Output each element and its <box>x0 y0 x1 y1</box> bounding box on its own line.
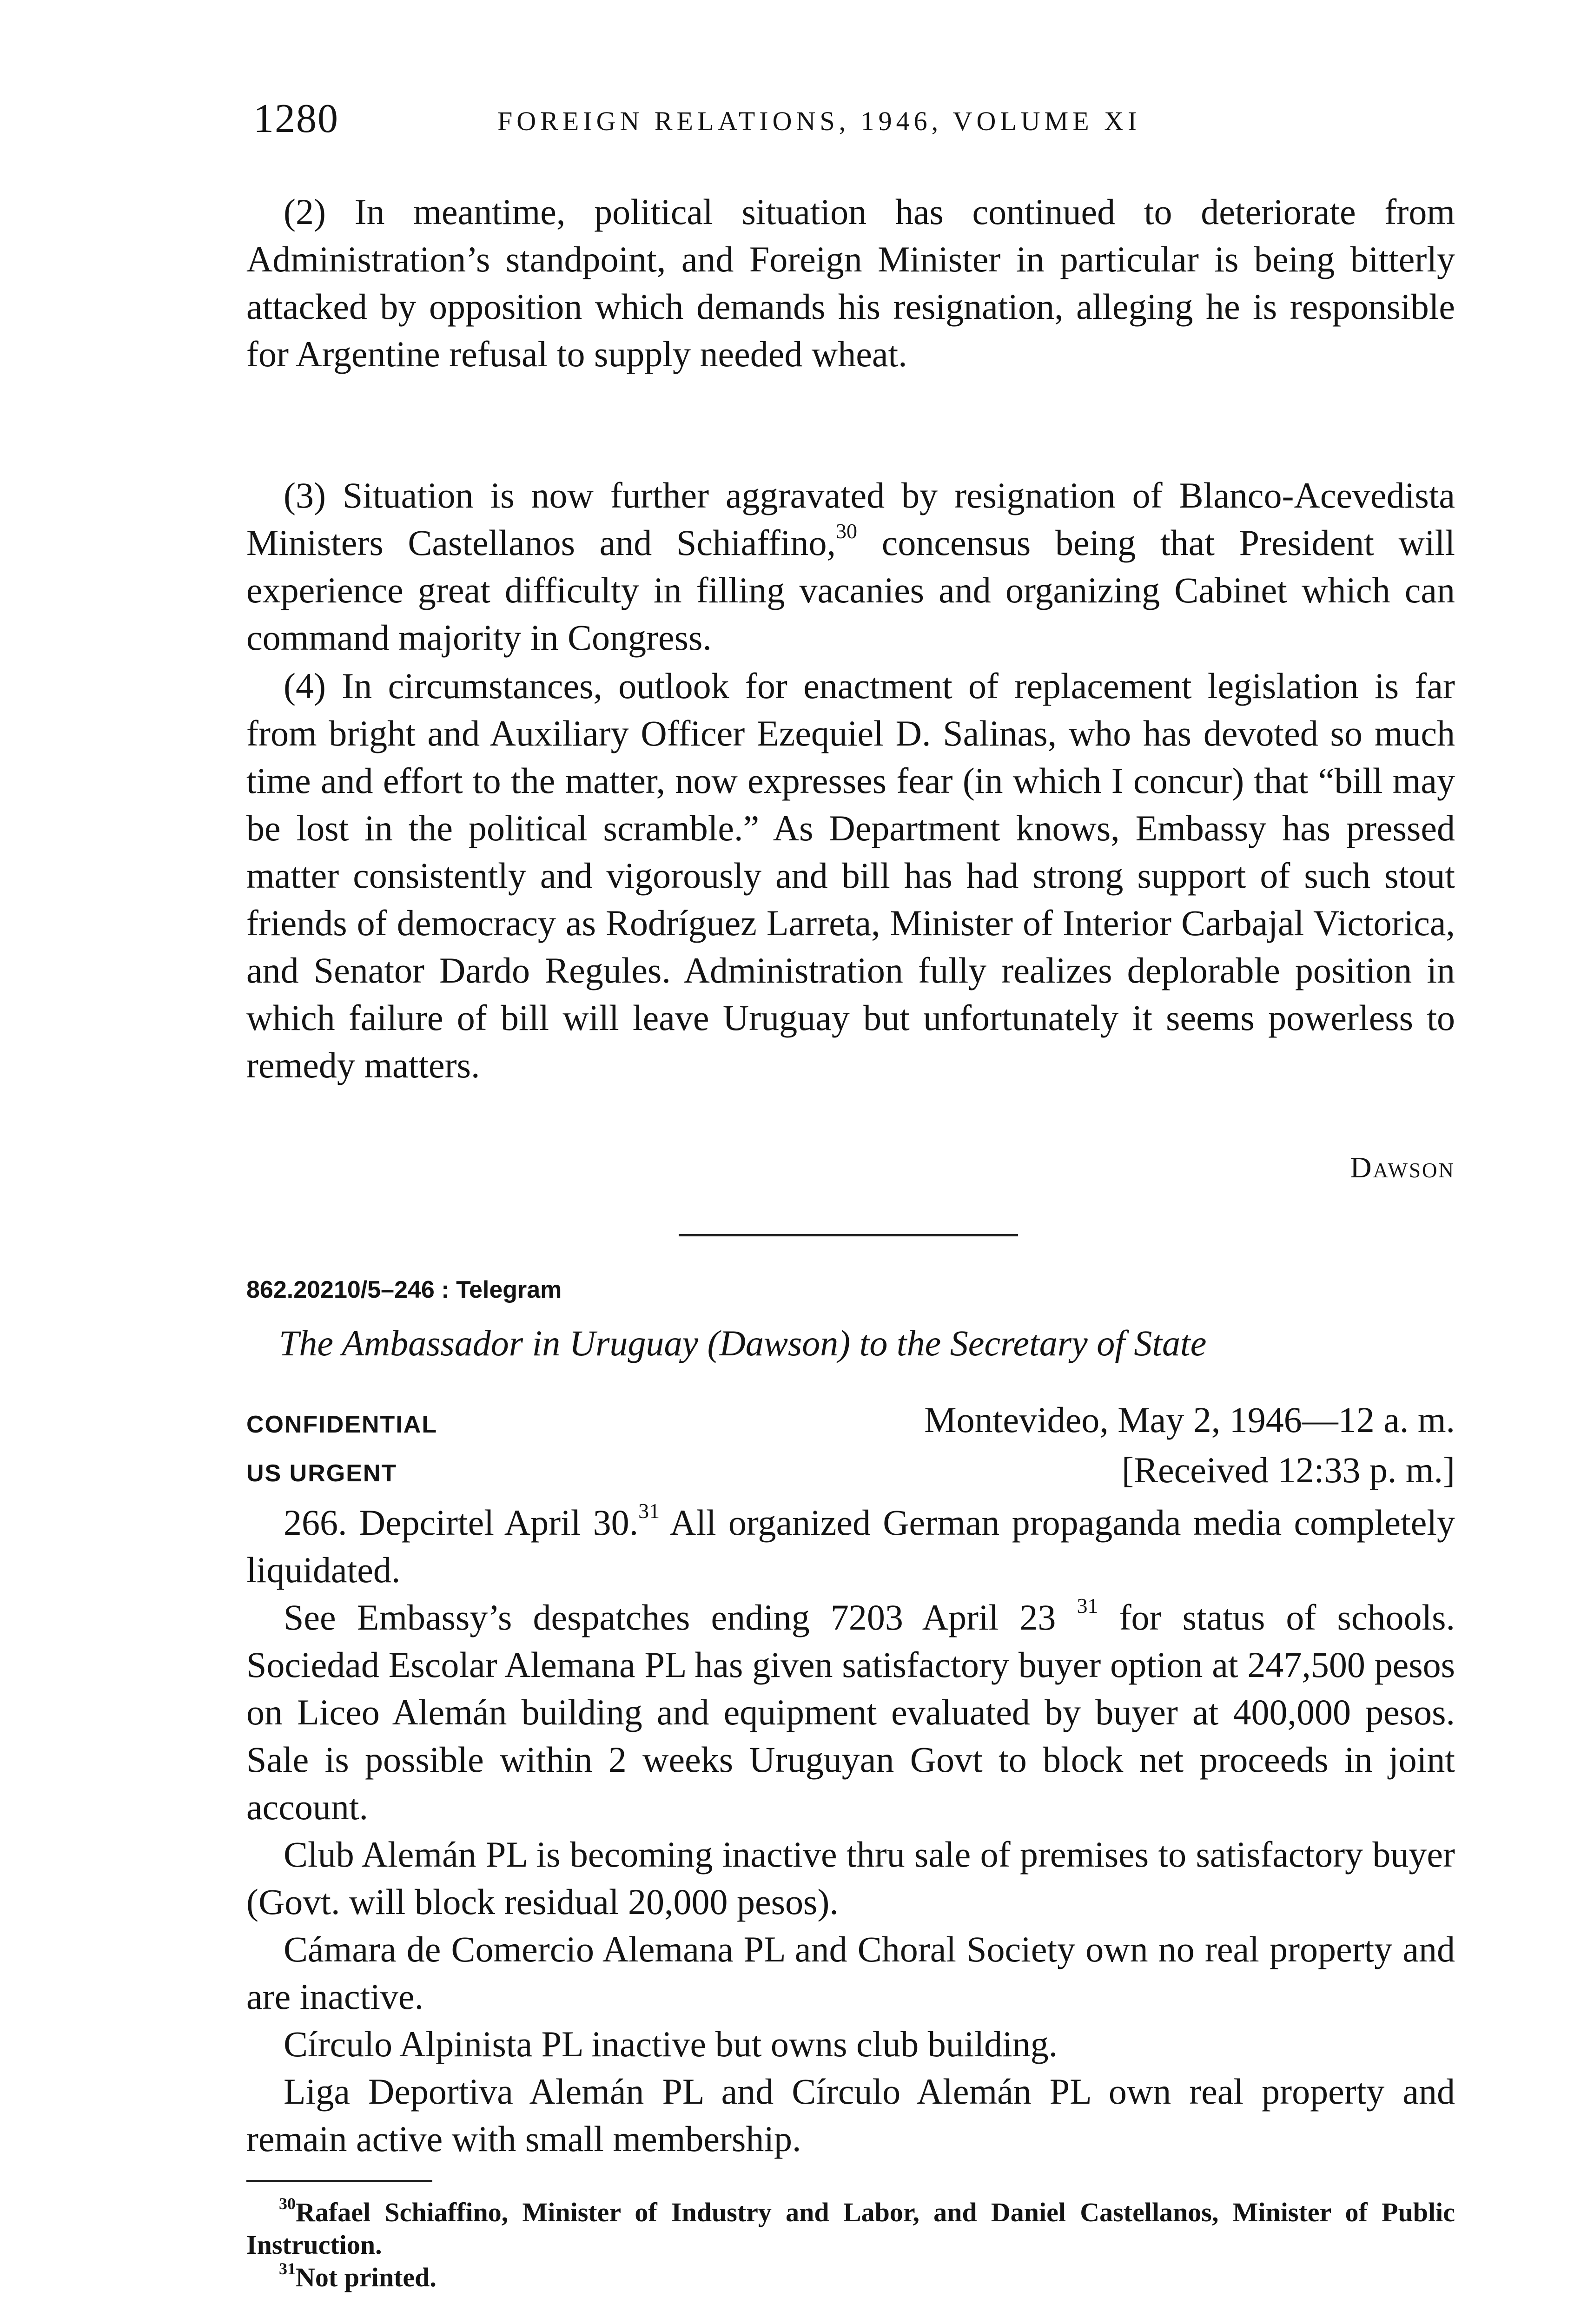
paragraph-2: (2) In meantime, political situation has continued to deteriorate from Administration’s standpoint, and Foreign Minister in particular is being bitterly attacked by opposition which demands his resignation, alleging he is responsible for Argentine refusal to supply needed wheat. <box>246 191 1455 374</box>
telegram-paragraph-1-text-a: 266. Depcirtel April 30. <box>284 1502 639 1543</box>
page-number: 1280 <box>253 96 339 141</box>
footnote-30 <box>246 2196 1455 2261</box>
telegram-paragraph-2-text-a: See Embassy’s despatches ending 7203 April 23 <box>284 1597 1077 1637</box>
page-header <box>253 95 1462 146</box>
footnote-30-text: Rafael Schiaffino, Minister of Industry and Labor, and Daniel Castellanos, Minister of Public Instruction. <box>246 2197 1455 2260</box>
paragraph-3 <box>246 472 1455 661</box>
footnote-ref-31-a: 31 <box>638 1499 660 1523</box>
document-title: The Ambassador in Uruguay (Dawson) to the Secretary of State <box>279 1323 1207 1363</box>
telegram-paragraph-3: Club Alemán PL is becoming inactive thru sale of premises to satisfactory buyer (Govt. will block residual 20,000 pesos). <box>246 1834 1455 1922</box>
paragraph-4: (4) In circumstances, outlook for enactment of replacement legislation is far from bright and Auxiliary Officer Ezequiel D. Salinas, who has devoted so much time and effort to the matter, now expresses fear (in which I concur) that “bill may be lost in the political scramble.” As Department knows, Embassy has pressed matter consistently and vigorously and bill has had strong support of such stout friends of democracy as Rodríguez Larreta, Minister of Interior Carbajal Victorica, and Senator Dardo Regules. Administration fully realizes deplorable position in which failure of bill will leave Uruguay but unfortunately it seems powerless to remedy matters. <box>246 666 1455 1085</box>
running-head: FOREIGN RELATIONS, 1946, VOLUME XI <box>497 106 1141 136</box>
footnote-ref-31-b: 31 <box>1077 1594 1098 1618</box>
footnote-31 <box>246 2261 1455 2294</box>
file-reference: 862.20210/5–246 : Telegram <box>246 1276 562 1303</box>
telegram-paragraph-5: Círculo Alpinista PL inactive but owns club building. <box>284 2024 1058 2064</box>
telegram-paragraph-1-text-b: All organized German propaganda media completely liquidated. <box>246 1502 1455 1590</box>
telegram-paragraph-2 <box>246 1594 1455 1831</box>
place-date: Montevideo, May 2, 1946—12 a. m. <box>924 1400 1455 1440</box>
footnote-30-mark: 30 <box>279 2194 296 2213</box>
telegram-paragraph-1 <box>246 1499 1455 1594</box>
telegram-paragraph-6: Liga Deportiva Alemán PL and Círculo Alemán PL own real property and remain active with small membership. <box>246 2071 1455 2159</box>
footnote-divider <box>246 2180 432 2182</box>
received-time: [Received 12:33 p. m.] <box>1122 1450 1455 1490</box>
paragraph-3-text-a: (3) Situation is now further aggravated by resignation of Blanco-Acevedista Ministers Castellanos and Schiaffino, <box>246 475 1455 563</box>
telegram-paragraph-4: Cámara de Comercio Alemana PL and Choral Society own no real property and are inactive. <box>246 1929 1455 2017</box>
classification-urgent: US URGENT <box>246 1460 397 1487</box>
footnote-31-mark: 31 <box>279 2259 296 2278</box>
footnote-ref-30: 30 <box>836 519 858 543</box>
classification-confidential: CONFIDENTIAL <box>246 1411 438 1438</box>
signature: Dawson <box>1350 1151 1455 1184</box>
section-divider <box>679 1234 1018 1236</box>
telegram-paragraph-2-text-b: for status of schools. Sociedad Escolar Alemana PL has given satisfactory buyer option at 247,500 pesos on Liceo Alemán building and equipment evaluated by buyer at 400,000 pesos. Sale is possible within 2 weeks Uruguyan Govt to block net proceeds in joint account. <box>246 1597 1455 1827</box>
footnote-31-text: Not printed. <box>296 2262 437 2292</box>
paragraph-3-text-b: concensus being that President will experience great difficulty in filling vacanies and organizing Cabinet which can command majority in Congress. <box>246 522 1455 658</box>
